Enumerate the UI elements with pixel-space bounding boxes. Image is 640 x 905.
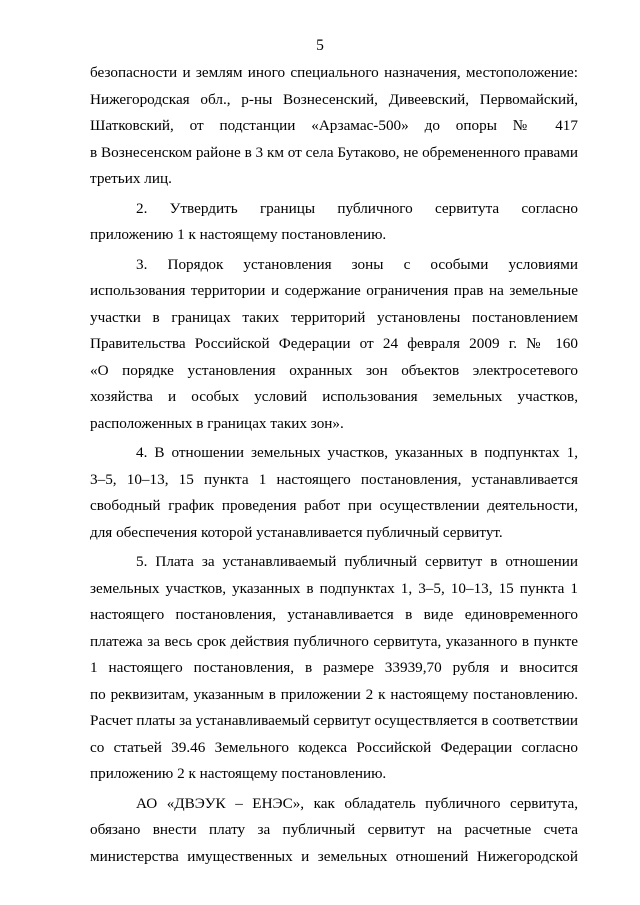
text-line: 5. Плата за устанавливаемый публичный сервитут в отношении xyxy=(136,553,578,570)
paragraph xyxy=(90,549,578,788)
paragraph xyxy=(90,791,578,871)
text-line: участки в границах таких территорий установлены постановлением xyxy=(90,308,578,326)
text-line: 1 настоящего постановления, в размере 33939,70 рубля и вносится xyxy=(90,659,578,676)
text-line: использования территории и содержание ограничения прав на земельные xyxy=(90,282,578,299)
text-line: хозяйства и особых условий использования земельных участков, xyxy=(90,388,578,405)
text-line: в Вознесенском районе в 3 км от села Бутаково, не обремененного правами xyxy=(90,143,578,161)
document-body xyxy=(90,60,578,870)
text-line: Нижегородская обл., р-ны Вознесенский, Дивеевский, Первомайский, xyxy=(90,90,578,108)
paragraph xyxy=(90,252,578,438)
text-line: Правительства Российской Федерации от 24 февраля 2009 г. № 160 xyxy=(90,335,578,352)
text-line: приложению 2 к настоящему постановлению. xyxy=(90,765,387,782)
text-line: приложению 1 к настоящему постановлению. xyxy=(90,226,387,243)
paragraph xyxy=(90,440,578,546)
text-line: для обеспечения которой устанавливается публичный сервитут. xyxy=(90,523,503,541)
text-line: 3. Порядок установления зоны с особыми условиями xyxy=(136,255,578,273)
text-line: настоящего постановления, устанавливается в виде единовременного xyxy=(90,606,578,623)
text-line: министерства имущественных и земельных отношений Нижегородской xyxy=(90,847,578,865)
text-line: Шатковский, от подстанции «Арзамас-500» до опоры № 417 xyxy=(90,117,578,134)
text-line: безопасности и землям иного специального назначения, местоположение: xyxy=(90,64,578,81)
text-line: третьих лиц. xyxy=(90,170,172,187)
text-line: Расчет платы за устанавливаемый сервитут осуществляется в соответствии xyxy=(90,712,579,729)
text-line: свободный график проведения работ при осуществлении деятельности, xyxy=(90,497,578,514)
text-line: платежа за весь срок действия публичного сервитута, указанного в пункте xyxy=(90,632,578,650)
text-line: земельных участков, указанных в подпунктах 1, 3–5, 10–13, 15 пункта 1 xyxy=(90,579,578,597)
page-number: 5 xyxy=(316,37,324,54)
text-line: со статьей 39.46 Земельного кодекса Российской Федерации согласно xyxy=(90,738,578,756)
text-line: 4. В отношении земельных участков, указанных в подпунктах 1, xyxy=(136,444,578,461)
text-line: 2. Утвердить границы публичного сервитута согласно xyxy=(136,199,578,217)
text-line: расположенных в границах таких зон». xyxy=(90,414,344,432)
text-line: «О порядке установления охранных зон объектов электросетевого xyxy=(90,361,578,379)
text-line: АО «ДВЭУК – ЕНЭС», как обладатель публичного сервитута, xyxy=(136,794,578,812)
paragraph xyxy=(90,196,578,249)
text-line: 3–5, 10–13, 15 пункта 1 настоящего постановления, устанавливается xyxy=(90,470,578,488)
text-line: обязано внести плату за публичный сервитут на расчетные счета xyxy=(90,821,578,838)
paragraph xyxy=(90,60,578,193)
text-line: по реквизитам, указанным в приложении 2 к настоящему постановлению. xyxy=(90,685,578,703)
